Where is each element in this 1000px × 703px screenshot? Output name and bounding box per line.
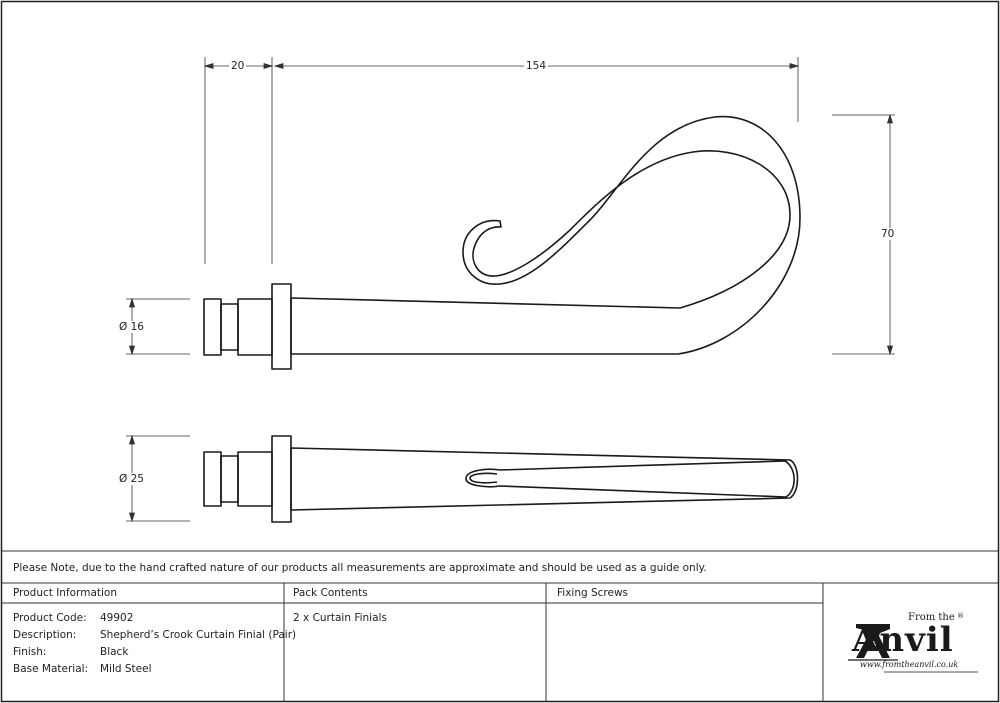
logo-from-the: From the bbox=[908, 612, 955, 623]
product-code-label: Product Code: bbox=[13, 612, 87, 624]
from-the-anvil-logo bbox=[838, 602, 988, 688]
tapered-rod bbox=[291, 448, 798, 510]
base-material-label: Base Material: bbox=[13, 663, 89, 675]
logo-url: www.fromtheanvil.co.uk bbox=[860, 660, 959, 669]
product-code-value: 49902 bbox=[100, 612, 134, 624]
sheet-border bbox=[2, 2, 999, 702]
pack-contents-value: 2 x Curtain Finials bbox=[293, 612, 387, 624]
end-cap bbox=[204, 299, 221, 355]
fixing-screws-header: Fixing Screws bbox=[557, 587, 629, 599]
description-value: Shepherd’s Crook Curtain Finial (Pair) bbox=[100, 629, 297, 641]
finish-label: Finish: bbox=[13, 646, 47, 658]
collar bbox=[221, 304, 238, 350]
collar-bottom bbox=[221, 456, 238, 502]
flange-bottom bbox=[272, 436, 291, 522]
dimension-label-154: 154 bbox=[526, 60, 547, 72]
slot-inner bbox=[470, 473, 497, 482]
flange bbox=[272, 284, 291, 369]
dimension-label-diameter-16: Ø 16 bbox=[119, 321, 144, 333]
end-cap-bottom bbox=[204, 452, 221, 506]
dimension-label-70: 70 bbox=[881, 228, 895, 240]
disclaimer-note: Please Note, due to the hand crafted nature of our products all measurements are approximate and should be used as a guide only. bbox=[13, 562, 707, 574]
hub-bottom bbox=[238, 452, 272, 506]
base-material-value: Mild Steel bbox=[100, 663, 152, 675]
description-label: Description: bbox=[13, 629, 77, 641]
dimension-label-diameter-25: Ø 25 bbox=[119, 473, 144, 485]
side-view bbox=[204, 117, 800, 369]
crook-outline bbox=[291, 117, 800, 354]
finish-value: Black bbox=[100, 646, 129, 658]
product-information-header: Product Information bbox=[13, 587, 117, 599]
dimension-label-20: 20 bbox=[231, 60, 245, 72]
pack-contents-header: Pack Contents bbox=[293, 587, 368, 599]
registered-mark-icon: ® bbox=[957, 612, 964, 620]
bottom-view bbox=[204, 436, 798, 522]
logo-brand-name: Anvil bbox=[852, 620, 954, 660]
hub bbox=[238, 299, 272, 355]
slot bbox=[466, 461, 794, 497]
